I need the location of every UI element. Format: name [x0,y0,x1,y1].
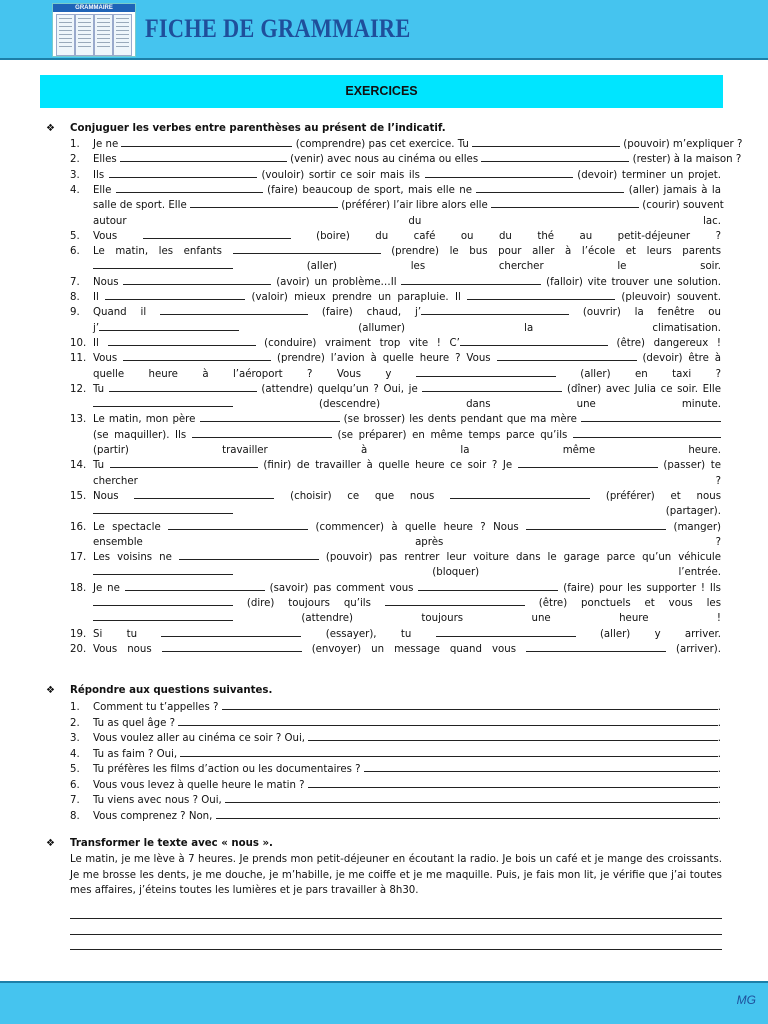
question-text: Tu préfères les films d’action ou les documentaires ? [93,764,364,775]
exercise-line [93,137,743,152]
exercise-text: chercher ? [93,475,721,487]
exercise-number: 20. [70,643,87,655]
exercise-text: Le matin, les enfants [93,246,233,258]
exercise-text: (partir) travailler à la même heure. [93,445,721,456]
question-text: Comment tu t’appelles ? [93,702,222,713]
period: . [717,795,721,806]
answer-blank[interactable] [110,458,258,468]
question-line [93,809,721,824]
exercise-number: 4. [70,184,80,196]
answer-line[interactable] [222,700,718,710]
transform-text: Le matin, je me lève à 7 heures. Je prends mon petit-déjeuner en écoutant la radio. Je bois un café et je mange des croissants. Je me brosse les dents, je me douche, je m’habille, je me coiffe et je me maquille. Puis, je fais mon lit, je vérifie que j’ai toutes mes affaires, j’éteins toutes les lumières et je pars travailler à 8h30. [70,854,722,896]
question-number: 3. [70,733,80,744]
exercise-number: 16. [70,521,87,533]
answer-line[interactable] [225,793,718,803]
answer-blank[interactable] [422,382,562,392]
answer-blank[interactable] [467,290,615,300]
diamond-bullet-icon: ❖ [46,123,55,134]
answer-blank[interactable] [425,168,573,178]
exercise-number: 7. [70,276,80,288]
answer-blank[interactable] [99,321,239,331]
exercise-text: Si tu [93,628,162,640]
exercise-text: Nous [93,490,135,502]
exercise-number: 5. [70,230,80,242]
exercise-text: (préférer) et nous [590,490,722,502]
answer-line[interactable] [308,778,718,788]
exercise-text: (essayer), tu [301,628,436,640]
exercise-text: salle de sport. Elle [93,200,190,212]
exercise-line [93,305,721,320]
answer-blank[interactable] [109,382,257,392]
writing-line[interactable] [70,949,722,950]
answer-blank[interactable] [93,397,233,407]
exercise-number: 13. [70,414,87,426]
exercise-text: Quand il [93,307,161,319]
exercise-text: (manger) [666,521,721,533]
exercises-banner: EXERCICES [40,75,723,108]
answer-blank[interactable] [105,290,245,300]
answer-blank[interactable] [125,581,265,591]
exercise-line [93,474,721,489]
period: . [717,810,721,822]
answer-blank[interactable] [460,336,608,346]
answer-blank[interactable] [518,458,658,468]
exercise-text: Ils [93,169,109,181]
exercise-text: (être) ponctuels et vous les [524,598,721,609]
exercise-text: ensemble après ? [93,536,721,548]
question-line [93,731,721,746]
question-text: Vous vous levez à quelle heure le matin ? [93,779,308,791]
exercise-line [93,397,721,412]
exercise-line [93,596,721,611]
exercise-text: (choisir) ce que nous [274,490,451,502]
exercise-line [93,152,742,167]
exercise-line [93,198,724,213]
diamond-bullet-icon: ❖ [46,685,55,696]
answer-blank[interactable] [476,183,624,193]
exercise-text: (envoyer) un message quand vous [301,643,527,655]
answer-blank[interactable] [162,642,302,652]
exercise-line [93,489,721,504]
section-3-title-text: Transformer le texte avec « nous ». [70,838,273,849]
exercise-text: (préférer) l’air libre alors elle [337,200,492,212]
question-text: Vous comprenez ? Non, [93,810,216,822]
exercise-text: Je ne [93,582,125,594]
answer-line[interactable] [216,809,718,819]
exercise-text: (partager). [233,506,721,518]
period: . [717,779,721,791]
question-line [93,700,721,715]
exercise-text: (ouvrir) la fenêtre ou [569,307,722,319]
exercise-text: Il [93,292,106,303]
question-number: 1. [70,702,80,713]
answer-blank[interactable] [168,520,308,530]
answer-blank[interactable] [418,581,558,591]
exercise-text: (attendre) quelqu’un ? Oui, je [256,383,423,395]
period: . [717,702,721,713]
exercise-text: (rester) à la maison ? [629,154,742,166]
exercise-text: (bloquer) l’entrée. [233,567,721,579]
exercise-text: (prendre) l’avion à quelle heure ? Vous [271,353,497,365]
exercise-text: Vous nous [93,643,162,655]
exercise-text: (faire) beaucoup de sport, mais elle ne [262,184,477,196]
question-line [93,747,721,762]
page-footer [0,981,768,1024]
answer-blank[interactable] [526,520,666,530]
answer-blank[interactable] [116,183,263,193]
exercise-line [93,428,721,443]
exercise-text: (arriver). [666,643,721,655]
exercise-text: (faire) pour les supporter ! Ils [558,582,721,594]
question-number: 4. [70,748,80,760]
diamond-bullet-icon: ❖ [46,838,55,849]
exercise-number: 9. [70,307,80,319]
exercise-text: (vouloir) sortir ce soir mais ils [256,169,425,181]
answer-blank[interactable] [401,275,541,285]
answer-blank[interactable] [93,611,233,621]
exercise-text: (se maquiller). Ils [93,429,192,441]
section-1-title-text: Conjuguer les verbes entre parenthèses au présent de l’indicatif. [70,123,446,134]
answer-blank[interactable] [161,627,301,637]
exercise-line [93,168,721,183]
answer-line[interactable] [180,747,717,757]
answer-blank[interactable] [200,412,340,422]
answer-blank[interactable] [573,428,721,438]
question-number: 7. [70,795,80,806]
exercise-line [93,351,721,366]
exercise-line [93,214,721,229]
answer-line[interactable] [178,716,717,726]
exercise-text: (pouvoir) pas rentrer leur voiture dans le garage parce qu’un véhicule [318,552,721,564]
exercise-number: 12. [70,383,87,395]
answer-blank[interactable] [108,336,256,346]
section-2-title [46,685,272,696]
exercise-text: (dîner) avec Julia ce soir. Elle [562,383,721,395]
answer-blank[interactable] [121,137,292,147]
exercise-line [93,520,721,535]
exercise-line [93,229,721,244]
writing-line[interactable] [70,918,722,919]
period: . [717,717,721,729]
exercise-text: autour du lac. [93,215,721,227]
exercise-text: Tu [93,460,110,472]
exercise-text: (comprendre) pas cet exercice. Tu [292,139,473,150]
exercise-text: (aller) y arriver. [575,628,721,640]
exercise-number: 17. [70,552,87,564]
exercise-line [93,642,721,657]
exercise-text: (descendre) dans une minute. [233,399,721,411]
answer-blank[interactable] [160,305,308,315]
exercise-line [93,565,721,580]
exercise-line [93,581,721,596]
period: . [717,764,721,775]
exercise-line [93,183,721,198]
answer-blank[interactable] [416,367,556,377]
exercise-text: (courir) souvent [639,200,724,212]
question-line [93,793,721,808]
exercise-text: quelle heure à l’aéroport ? Vous y [93,368,416,380]
answer-blank[interactable] [123,351,271,361]
answer-blank[interactable] [581,412,721,422]
exercise-text: (venir) avec nous au cinéma ou elles [286,154,482,166]
exercise-line [93,367,721,382]
exercise-text: (devoir) être à [636,353,722,365]
exercise-line [93,627,721,642]
exercise-text: (dire) toujours qu’ils [233,598,385,609]
exercise-text: Vous [93,353,124,365]
question-line [93,716,721,731]
exercise-line [93,504,721,519]
exercise-number: 19. [70,628,87,640]
period: . [717,733,721,744]
exercise-number: 11. [70,353,87,365]
question-number: 5. [70,764,80,775]
answer-blank[interactable] [472,137,620,147]
writing-line[interactable] [70,934,722,935]
page-title: FICHE DE GRAMMAIRE [145,14,411,43]
exercise-text: (aller) en taxi ? [555,368,721,380]
exercise-text: (prendre) le bus pour aller à l’école et leurs parents [380,246,721,258]
exercise-text: (pleuvoir) souvent. [615,292,721,303]
exercise-text: (pouvoir) m’expliquer ? [620,139,743,150]
exercise-text: Elle [93,184,116,196]
exercise-number: 6. [70,246,80,258]
exercise-text: (se brosser) les dents pendant que ma mère [339,414,581,426]
exercise-number: 14. [70,460,87,472]
answer-blank[interactable] [109,168,257,178]
exercise-line [93,611,721,626]
question-text: Vous voulez aller au cinéma ce soir ? Oui, [93,733,309,744]
exercise-text: Le matin, mon père [93,414,200,426]
exercise-number: 10. [70,337,87,349]
answer-blank[interactable] [123,275,271,285]
exercise-number: 15. [70,490,87,502]
answer-blank[interactable] [143,229,291,239]
answer-blank[interactable] [497,351,637,361]
exercise-line [93,443,721,458]
exercise-text: Il [93,337,108,349]
answer-blank[interactable] [491,198,639,208]
question-text: Tu as faim ? Oui, [93,748,181,760]
answer-blank[interactable] [93,504,233,514]
answer-blank[interactable] [93,565,233,575]
exercise-text: Elles [93,154,120,166]
section-2-title-text: Répondre aux questions suivantes. [70,685,273,696]
section-1-title [46,123,446,134]
exercise-line [93,290,721,305]
exercise-number: 1. [70,139,80,150]
answer-blank[interactable] [120,152,287,162]
exercise-text: Tu [93,383,109,395]
exercise-line [93,244,721,259]
answer-line[interactable] [364,762,718,772]
exercise-line [93,321,721,336]
answer-blank[interactable] [436,627,576,637]
answer-blank[interactable] [179,550,319,560]
exercise-text: Je ne [93,139,122,150]
exercise-text: (commencer) à quelle heure ? Nous [308,521,527,533]
author-initials: MG [736,993,756,1007]
answer-blank[interactable] [450,489,590,499]
exercise-text: (aller) jamais à la [624,184,721,196]
exercise-text: (falloir) vite trouver une solution. [541,276,721,288]
answer-blank[interactable] [93,259,233,269]
exercise-number: 8. [70,292,80,303]
exercise-line [93,382,721,397]
answer-blank[interactable] [190,198,338,208]
exercise-text: (passer) te [657,460,722,472]
exercise-text: (faire) chaud, j’ [308,307,422,319]
question-text: Tu as quel âge ? [93,717,179,729]
exercise-text: (aller) les chercher le soir. [233,261,721,273]
answer-line[interactable] [308,731,718,741]
exercise-text: (allumer) la climatisation. [239,322,721,334]
exercise-text: (attendre) toujours une heure ! [233,613,721,625]
exercise-line [93,336,721,351]
exercise-number: 18. [70,582,87,594]
exercise-line [93,535,721,550]
exercise-text: (se préparer) en même temps parce qu’ils [331,429,573,441]
section-3-title [46,838,273,849]
question-line [93,762,721,777]
exercise-line [93,458,721,473]
question-number: 2. [70,717,80,729]
answer-blank[interactable] [526,642,666,652]
exercise-text: (conduire) vraiment trop vite ! C’ [255,337,460,349]
logo-label: GRAMMAIRE [53,4,135,12]
exercise-text: Les voisins ne [93,552,179,564]
exercise-line [93,259,721,274]
exercise-text: (savoir) pas comment vous [264,582,419,594]
exercise-number: 2. [70,154,80,166]
exercise-text: j’ [93,322,100,334]
exercise-text: (valoir) mieux prendre un parapluie. Il [245,292,468,303]
exercise-number: 3. [70,169,80,181]
question-text: Tu viens avec nous ? Oui, [93,795,225,806]
exercise-text: Vous [93,230,143,242]
exercise-text: Nous [93,276,124,288]
exercise-text: Le spectacle [93,521,169,533]
answer-blank[interactable] [421,305,569,315]
exercise-text: (boire) du café ou du thé au petit-déjeuner ? [290,230,721,242]
answer-blank[interactable] [481,152,629,162]
exercise-text: (finir) de travailler à quelle heure ce soir ? Je [257,460,518,472]
answer-blank[interactable] [233,244,381,254]
exercise-text: (devoir) terminer un projet. [572,169,721,181]
answer-blank[interactable] [385,596,525,606]
exercise-text: (avoir) un problème…Il [271,276,402,288]
exercise-line [93,275,721,290]
question-number: 8. [70,810,80,822]
question-number: 6. [70,779,80,791]
exercise-text: (être) dangereux ! [607,337,721,349]
answer-blank[interactable] [192,428,332,438]
exercise-line [93,412,721,427]
answer-blank[interactable] [134,489,274,499]
question-line [93,778,721,793]
answer-blank[interactable] [93,596,233,606]
exercise-line [93,550,721,565]
period: . [717,748,721,760]
